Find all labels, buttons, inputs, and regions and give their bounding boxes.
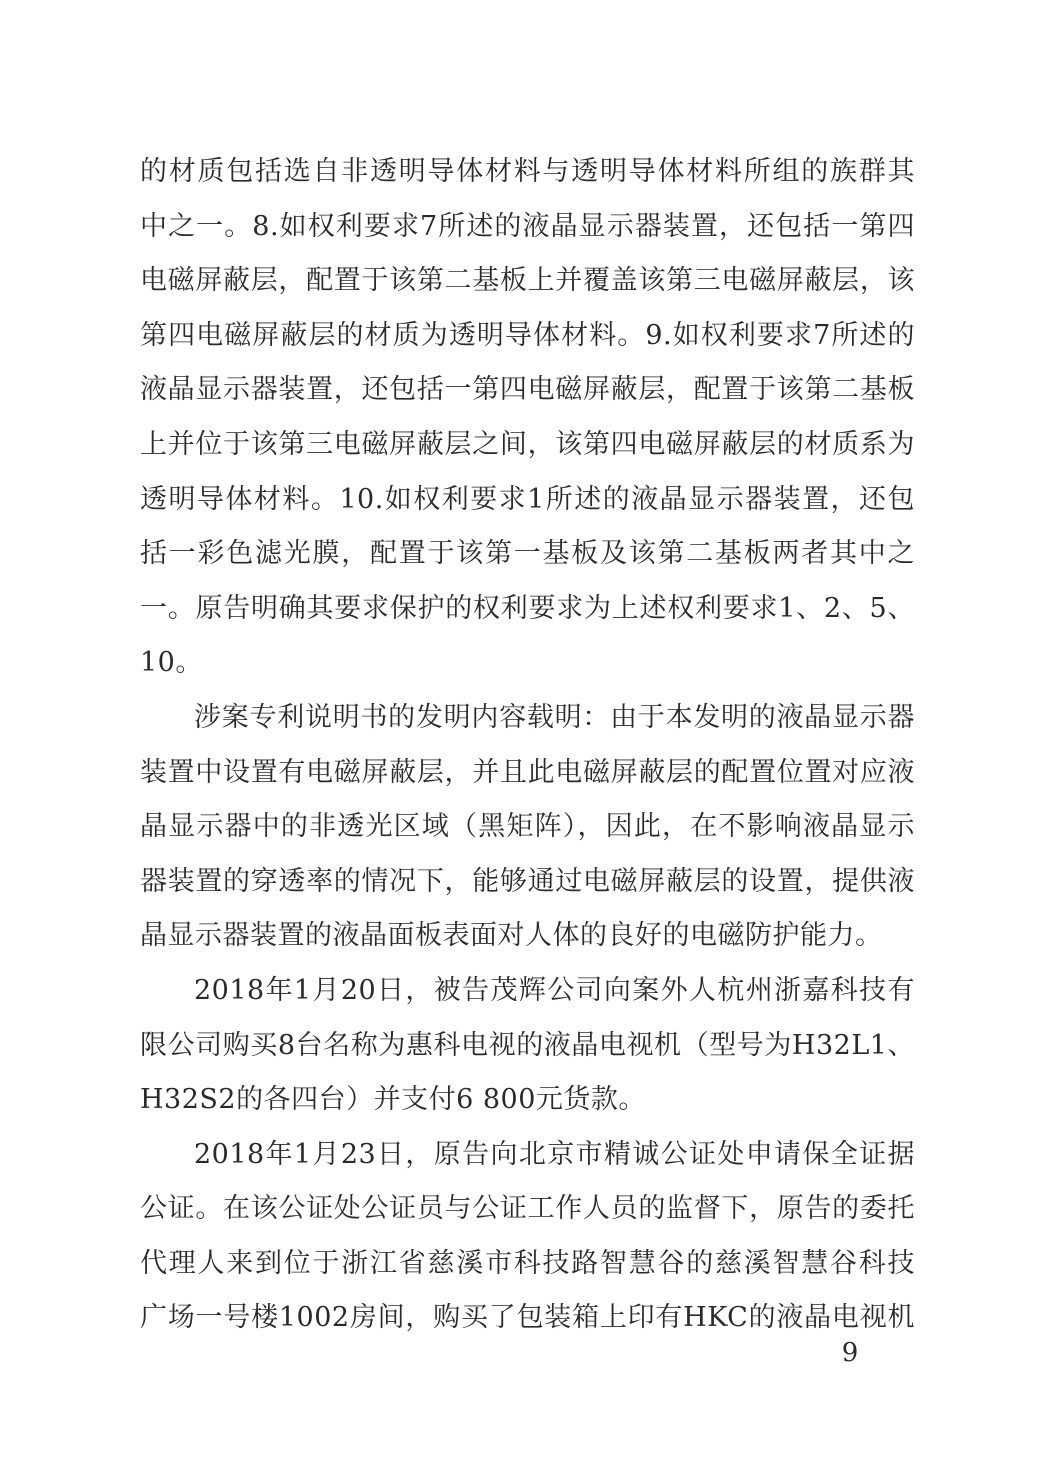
text-line: 透明导体材料。10.如权利要求1所述的液晶显示器装置，还包: [140, 483, 915, 515]
paragraph-claims-continued: [140, 200, 915, 255]
text-line: 装置中设置有电磁屏蔽层，并且此电磁屏蔽层的配置位置对应液: [140, 756, 915, 788]
paragraph-invention-content: [140, 909, 915, 964]
text-line: 一。原告明确其要求保护的权利要求为上述权利要求1、2、5、: [140, 592, 915, 624]
paragraph-invention-content: [140, 691, 915, 746]
text-line: H32S2的各四台）并支付6 800元货款。: [140, 1084, 646, 1116]
paragraph-claims-continued: [140, 145, 915, 200]
paragraph-invention-content: [140, 855, 915, 910]
text-line: 上并位于该第三电磁屏蔽层之间，该第四电磁屏蔽层的材质系为: [140, 428, 915, 460]
paragraph-purchase-record: [140, 1073, 915, 1128]
paragraph-claims-continued: [140, 363, 915, 418]
paragraph-claims-continued: [140, 473, 915, 528]
text-line: 液晶显示器装置，还包括一第四电磁屏蔽层，配置于该第二基板: [140, 374, 915, 406]
paragraph-invention-content: [140, 746, 915, 801]
text-line: 第四电磁屏蔽层的材质为透明导体材料。9.如权利要求7所述的: [140, 319, 915, 351]
paragraph-notarization: [140, 1291, 915, 1346]
paragraph-notarization: [140, 1128, 915, 1183]
paragraph-claims-continued: [140, 527, 915, 582]
text-line: 2018年1月20日，被告茂辉公司向案外人杭州浙嘉科技有: [194, 974, 915, 1006]
paragraph-invention-content: [140, 800, 915, 855]
text-line: 公证。在该公证处公证员与公证工作人员的监督下，原告的委托: [140, 1193, 915, 1225]
page-number: 9: [841, 1338, 859, 1368]
text-line: 10。: [140, 647, 203, 679]
paragraph-notarization: [140, 1182, 915, 1237]
text-line: 的材质包括选自非透明导体材料与透明导体材料所组的族群其: [140, 156, 915, 187]
paragraph-purchase-record: [140, 964, 915, 1019]
paragraph-claims-continued: [140, 418, 915, 473]
paragraph-claims-continued: [140, 636, 915, 691]
text-line: 限公司购买8台名称为惠科电视的液晶电视机（型号为H32L1、: [140, 1029, 915, 1061]
text-line: 中之一。8.如权利要求7所述的液晶显示器装置，还包括一第四: [140, 210, 915, 242]
text-line: 器装置的穿透率的情况下，能够通过电磁屏蔽层的设置，提供液: [140, 865, 915, 897]
text-line: 晶显示器中的非透光区域（黑矩阵），因此，在不影响液晶显示: [140, 811, 915, 843]
paragraph-notarization: [140, 1237, 915, 1292]
text-line: 晶显示器装置的液晶面板表面对人体的良好的电磁防护能力。: [140, 920, 883, 952]
text-line: 广场一号楼1002房间，购买了包装箱上印有HKC的液晶电视机: [140, 1302, 915, 1334]
text-line: 2018年1月23日，原告向北京市精诚公证处申请保全证据: [194, 1138, 915, 1170]
document-body: [140, 145, 915, 1346]
text-line: 电磁屏蔽层，配置于该第二基板上并覆盖该第三电磁屏蔽层，该: [140, 265, 915, 297]
paragraph-purchase-record: [140, 1019, 915, 1074]
paragraph-claims-continued: [140, 254, 915, 309]
paragraph-claims-continued: [140, 309, 915, 364]
paragraph-claims-continued: [140, 582, 915, 637]
text-line: 涉案专利说明书的发明内容载明：由于本发明的液晶显示器: [194, 701, 915, 733]
text-line: 括一彩色滤光膜，配置于该第一基板及该第二基板两者其中之: [140, 538, 915, 570]
text-line: 代理人来到位于浙江省慈溪市科技路智慧谷的慈溪智慧谷科技: [140, 1247, 915, 1279]
